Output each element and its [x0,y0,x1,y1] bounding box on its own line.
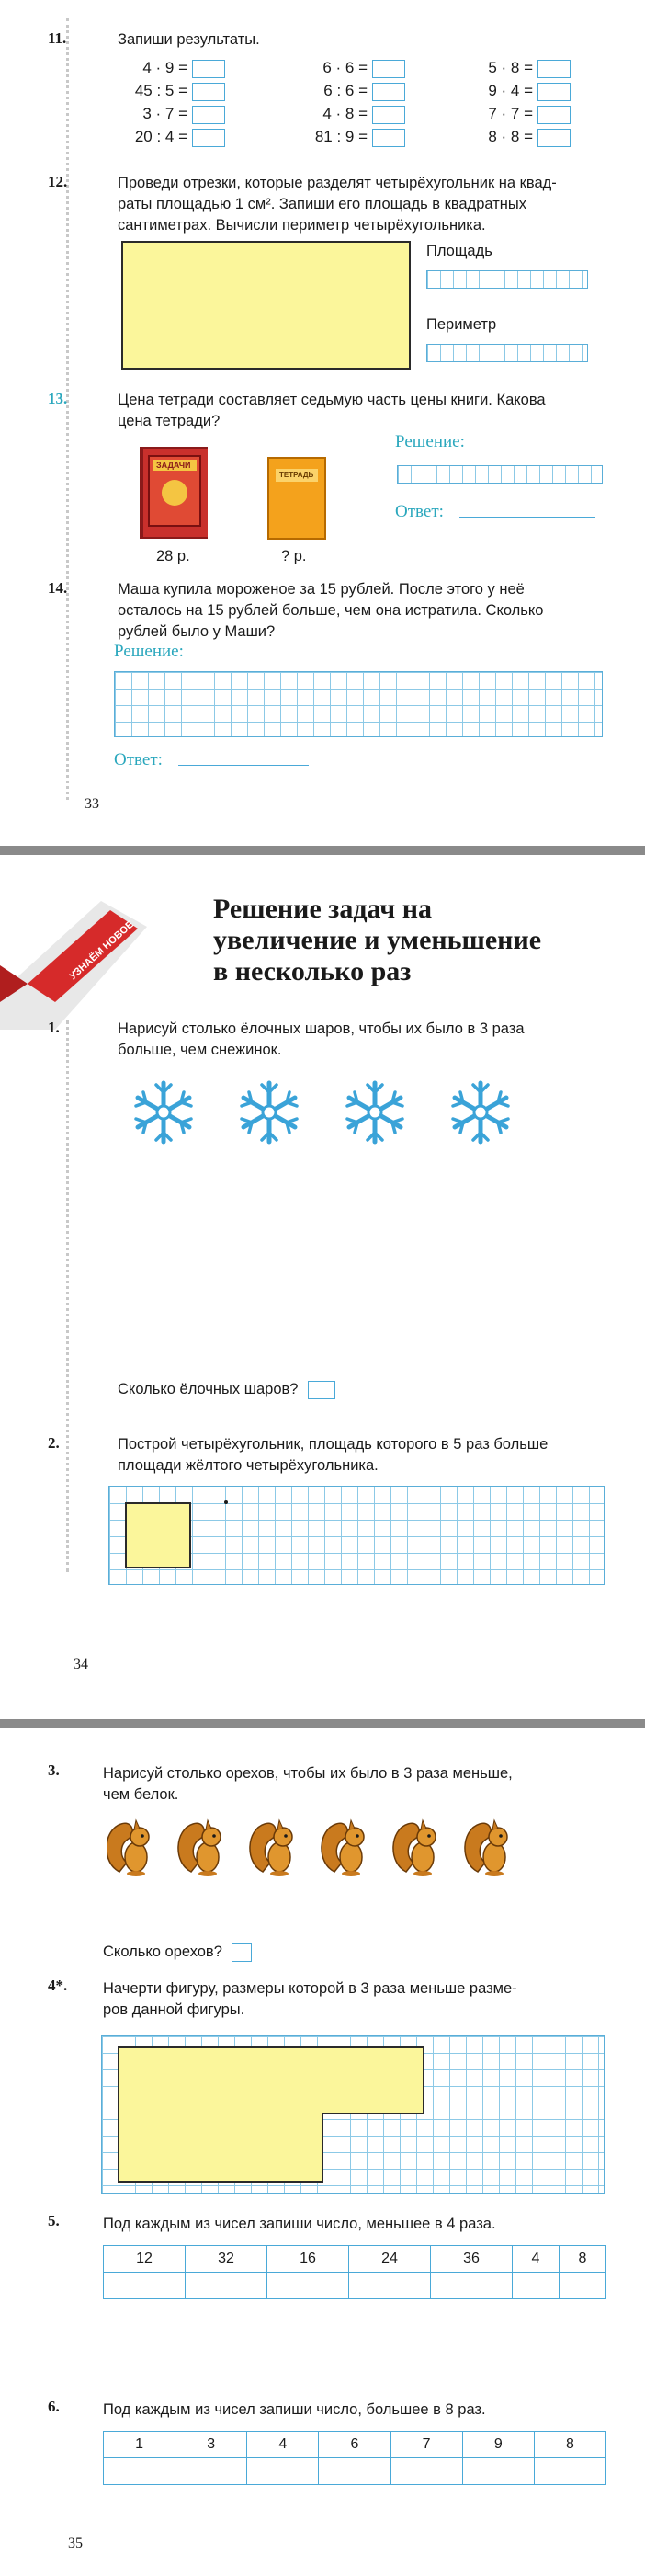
notebook-price: ? р. [281,548,307,564]
task-14-answer-label: Ответ: [114,750,163,769]
table-cell: 1 [104,2432,175,2458]
page-separator [0,1719,645,1728]
answer-box[interactable] [538,83,571,101]
table-cell: 8 [534,2432,605,2458]
task-3-line2: чем белок. [103,1786,179,1803]
answer-cell[interactable] [267,2273,349,2299]
book-title: ЗАДАЧИ [156,461,191,470]
page-separator [0,846,645,855]
squirrel-icon [178,1820,221,1876]
answer-cell[interactable] [513,2273,560,2299]
answer-cell[interactable] [186,2273,267,2299]
answer-box[interactable] [538,60,571,78]
page-34 [0,855,645,1719]
area-label: Площадь [426,243,492,259]
answer-cell[interactable] [175,2458,247,2485]
page-number-33: 33 [85,796,99,812]
task-2-line2: площади жёлтого четырёхугольника. [118,1457,379,1474]
answer-box[interactable] [372,60,405,78]
answer-box[interactable] [192,129,225,147]
task-11-col3: 5 · 8 = 9 · 4 = 7 · 7 = 8 · 8 = [452,59,571,151]
table-cell: 4 [513,2246,560,2273]
task-14-solution-grid[interactable] [114,671,603,737]
table-cell: 3 [175,2432,247,2458]
answer-box[interactable] [232,1943,252,1962]
book-image [136,441,211,542]
task-13-line1: Цена тетради составляет седьмую часть цены книги. Какова [118,392,546,408]
answer-box[interactable] [538,106,571,124]
task-4-line1: Начерти фигуру, размеры которой в 3 раза меньше разме- [103,1980,517,1997]
grid-dot [224,1500,228,1504]
perimeter-answer-strip[interactable] [426,344,588,362]
yellow-quadrilateral [121,241,411,370]
task-11-text: Запиши результаты. [118,31,260,48]
task-1-line1: Нарисуй столько ёлочных шаров, чтобы их было в 3 раза [118,1020,525,1037]
snowflake-icon [242,1083,297,1142]
task-14-answer-line[interactable] [178,765,309,766]
ribbon-text: УЗНАЁМ НОВОЕ [67,918,136,983]
task-2-number: 2. [48,1434,60,1452]
answer-box[interactable] [372,129,405,147]
answer-cell[interactable] [104,2273,186,2299]
answer-cell[interactable] [349,2273,431,2299]
task-12-line1: Проведи отрезки, которые разделят четырёхугольник на квад- [118,175,557,191]
table-cell: 32 [186,2246,267,2273]
margin-dotted-line [66,18,69,800]
squirrel-icon [322,1820,364,1876]
task-14-number: 14. [48,579,68,597]
table-cell: 4 [247,2432,319,2458]
task-6-table [103,2431,606,2485]
table-cell: 7 [390,2432,462,2458]
table-cell: 24 [349,2246,431,2273]
page-number-34: 34 [74,1657,88,1672]
answer-cell[interactable] [462,2458,534,2485]
task-2-line1: Построй четырёхугольник, площадь которого в 5 раз больше [118,1436,549,1453]
task-4-number: 4*. [48,1977,68,1994]
answer-cell[interactable] [247,2458,319,2485]
task-1-line2: больше, чем снежинок. [118,1042,282,1058]
squirrels-row [107,1815,538,1879]
task-13-answer-label: Ответ: [395,502,444,521]
task-13-line2: цена тетради? [118,413,221,429]
page-33 [0,0,645,846]
table-cell: 8 [559,2246,605,2273]
task-3-question: Сколько орехов? [103,1942,252,1963]
task-1-question: Сколько ёлочных шаров? [118,1379,335,1400]
answer-box[interactable] [538,129,571,147]
task-6-text: Под каждым из чисел запиши число, большее в 8 раз. [103,2401,486,2418]
task-3-number: 3. [48,1761,60,1779]
task-13-number: 13. [48,390,68,407]
task-13-answer-line[interactable] [459,517,595,518]
book-price: 28 р. [156,548,190,564]
answer-box[interactable] [192,106,225,124]
snowflake-icon [136,1083,191,1142]
answer-box[interactable] [372,106,405,124]
page-number-35: 35 [68,2536,83,2551]
task-5-text: Под каждым из чисел запиши число, меньшее в 4 раза. [103,2216,496,2232]
squirrel-icon [393,1820,436,1876]
task-1-number: 1. [48,1019,60,1036]
answer-cell[interactable] [104,2458,175,2485]
answer-cell[interactable] [390,2458,462,2485]
table-cell: 36 [431,2246,513,2273]
snowflakes-row [127,1076,549,1149]
answer-cell[interactable] [431,2273,513,2299]
table-cell: 6 [319,2432,390,2458]
answer-box[interactable] [192,83,225,101]
task-11-number: 11. [48,29,67,47]
table-cell: 9 [462,2432,534,2458]
squirrel-icon [465,1820,507,1876]
notebook-title: ТЕТРАДЬ [279,471,314,479]
table-cell: 16 [267,2246,349,2273]
task-12-line3: сантиметрах. Вычисли периметр четырёхугольника. [118,217,486,234]
squirrel-icon [250,1820,292,1876]
task-11-col2: 6 · 6 = 6 : 6 = 4 · 8 = 81 : 9 = [276,59,405,151]
task-12-number: 12. [48,173,68,190]
notebook-image [266,456,327,541]
task-13-solution-strip[interactable] [397,465,603,484]
answer-box[interactable] [192,60,225,78]
squirrel-icon [107,1820,149,1876]
new-topic-ribbon [0,901,202,1030]
answer-cell[interactable] [534,2458,605,2485]
answer-box[interactable] [308,1381,335,1399]
task-6-number: 6. [48,2398,60,2415]
perimeter-label: Периметр [426,316,497,333]
answer-box[interactable] [372,83,405,101]
task-4-line2: ров данной фигуры. [103,2001,245,2018]
yellow-square [125,1502,191,1568]
area-answer-strip[interactable] [426,270,588,289]
task-5-table [103,2245,606,2299]
snowflake-icon [347,1083,402,1142]
task-3-line1: Нарисуй столько орехов, чтобы их было в 3 раза меньше, [103,1765,513,1782]
page-35 [0,1728,645,2576]
table-cell: 12 [104,2246,186,2273]
task-5-number: 5. [48,2212,60,2229]
lesson-title: Решение задач на увеличение и уменьшение в несколько раз [213,894,542,986]
snowflake-icon [453,1083,508,1142]
answer-cell[interactable] [559,2273,605,2299]
task-14-line1: Маша купила мороженое за 15 рублей. После этого у неё [118,581,525,598]
l-shaped-figure [118,2046,424,2183]
answer-cell[interactable] [319,2458,390,2485]
task-14-line2: осталось на 15 рублей больше, чем она истратила. Сколько [118,602,544,619]
task-14-line3: рублей было у Маши? [118,623,276,640]
task-11-col1: 4 · 9 = 45 : 5 = 3 · 7 = 20 : 4 = [88,59,225,151]
task-14-solution-label: Решение: [114,642,184,661]
margin-dotted-line [66,1020,69,1572]
task-12-line2: раты площадью 1 см². Запиши его площадь в квадратных [118,196,527,212]
task-13-solution-label: Решение: [395,432,465,451]
